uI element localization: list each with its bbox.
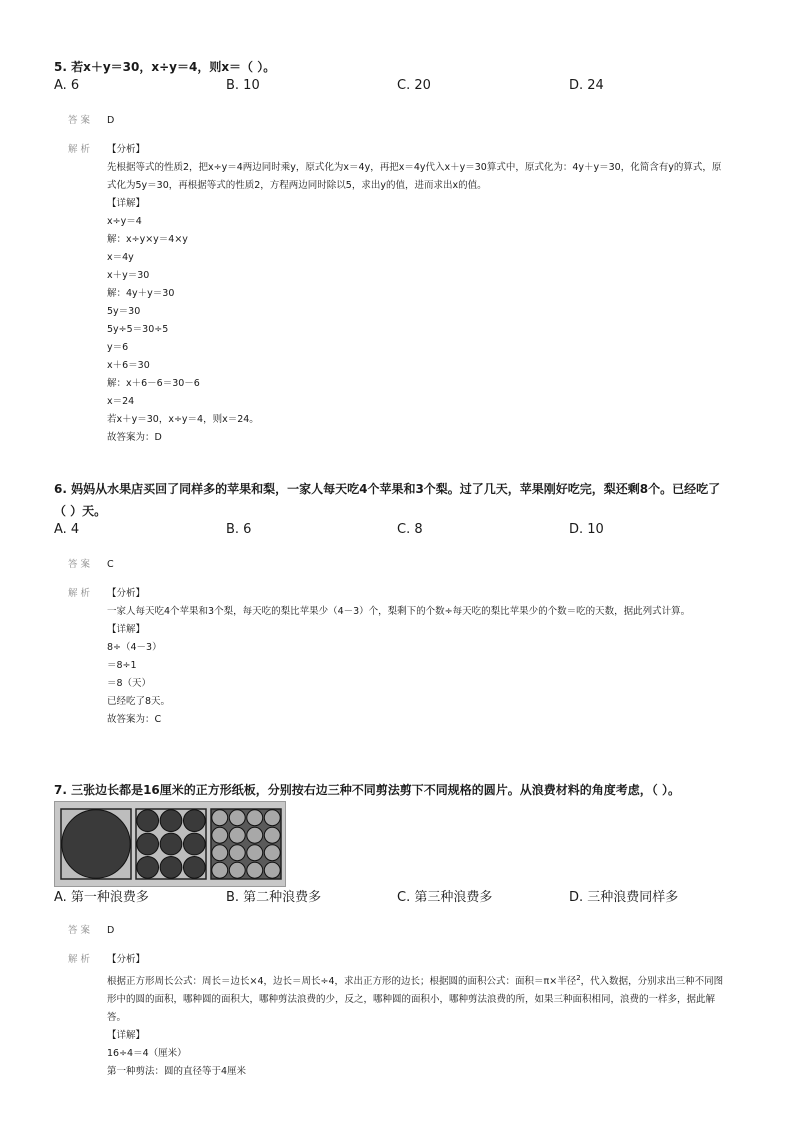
circle-piece: [183, 810, 205, 832]
circle-piece: [160, 810, 182, 832]
step: 解：4y＋y＝30: [107, 288, 175, 299]
option-b[interactable]: B. 6: [226, 522, 252, 537]
circle-piece: [183, 856, 205, 878]
question-7-options-wrap: [54, 886, 744, 906]
question-7: [54, 779, 744, 801]
question-5-options: [54, 78, 744, 98]
analysis-text-a: 根据正方形周长公式：周长＝边长×4，边长＝周长÷4，求出正方形的边长；根据圆的面积公式：面积＝π×半径: [107, 976, 577, 988]
question-6-options: [54, 522, 744, 542]
option-b[interactable]: B. 10: [226, 78, 260, 93]
step: x＝24: [107, 396, 135, 407]
answer-value: C: [107, 559, 114, 570]
circle-piece: [229, 810, 245, 826]
analysis-text: [107, 969, 728, 1027]
option-c[interactable]: C. 第三种浪费多: [397, 890, 493, 905]
circle-piece: [264, 845, 280, 861]
circle-piece: [247, 827, 263, 843]
answer-value: D: [107, 925, 115, 936]
circle-piece: [212, 810, 228, 826]
analysis-heading: 【分析】: [107, 144, 146, 155]
square-superscript: 2: [576, 974, 581, 982]
cutting-figure: [54, 801, 286, 887]
step: 5y＝30: [107, 306, 141, 317]
step: x÷y＝4: [107, 216, 142, 227]
circle-piece: [264, 827, 280, 843]
analysis-heading: 【分析】: [107, 954, 146, 965]
circle-piece: [62, 810, 130, 878]
step: ＝8（天）: [107, 678, 152, 689]
step: ＝8÷1: [107, 660, 137, 671]
option-a[interactable]: A. 第一种浪费多: [54, 890, 149, 905]
answer-value: D: [107, 115, 115, 126]
step: x＋6＝30: [107, 360, 150, 371]
detail-heading: 【详解】: [107, 198, 146, 209]
circle-piece: [247, 862, 263, 878]
question-6: [54, 478, 744, 542]
circle-piece: [264, 810, 280, 826]
step: 8÷（4－3）: [107, 642, 162, 653]
step: 解：x＋6－6＝30－6: [107, 378, 200, 389]
detail-heading: 【详解】: [107, 1030, 146, 1042]
analysis-heading: 【分析】: [107, 588, 146, 599]
step: 解：x÷y×y＝4×y: [107, 234, 188, 245]
answer-label: 答案: [68, 559, 94, 570]
question-5-stem: 5. 若x＋y＝30，x÷y＝4，则x＝（ ）。: [54, 60, 276, 74]
step: y＝6: [107, 342, 129, 353]
option-b[interactable]: B. 第二种浪费多: [226, 890, 322, 905]
question-6-stem-line2: （ ）天。: [54, 504, 107, 518]
cutting-figure-svg: [55, 802, 285, 886]
option-d[interactable]: D. 10: [569, 522, 604, 537]
analysis-text-b: ，代入数据，分别求出三种不同图形中的圆的面积，哪种圆的面积大，哪种剪法浪费的少，反之，哪种圆的面积小，哪种剪法浪费的所，如果三种面积相同，浪费的一样多，据此解答。: [107, 976, 724, 1024]
option-a[interactable]: A. 6: [54, 78, 80, 93]
question-6-stem-line1: 6. 妈妈从水果店买回了同样多的苹果和梨，一家人每天吃4个苹果和3个梨。过了几天，苹果刚好吃完，梨还剩8个。已经吃了: [54, 482, 721, 496]
option-c[interactable]: C. 8: [397, 522, 423, 537]
analysis-label: 解析: [68, 954, 94, 965]
detail-heading: 【详解】: [107, 624, 146, 635]
circle-piece: [247, 845, 263, 861]
circle-piece: [229, 827, 245, 843]
step: 16÷4＝4（厘米）: [107, 1048, 187, 1060]
step: x＝4y: [107, 252, 134, 263]
analysis-text: 先根据等式的性质2，把x÷y＝4两边同时乘y，原式化为x＝4y，再把x＝4y代入x＋y＝30算式中，原式化为：4y＋y＝30，化简含有y的算式，原式化为5y＝30，再根据等式的性质2，方程两边同时除以5，求出y的值，进而求出x的值。: [107, 162, 722, 191]
analysis-label: 解析: [68, 588, 94, 599]
circle-piece: [264, 862, 280, 878]
step: 故答案为：D: [107, 432, 162, 443]
circle-piece: [137, 810, 159, 832]
circle-piece: [160, 856, 182, 878]
circle-piece: [229, 862, 245, 878]
option-d[interactable]: D. 三种浪费同样多: [569, 890, 679, 905]
circle-piece: [137, 833, 159, 855]
step: x＋y＝30: [107, 270, 150, 281]
circle-piece: [212, 827, 228, 843]
analysis-label: 解析: [68, 144, 94, 155]
question-7-options: [54, 886, 744, 906]
solution-7: [68, 922, 728, 1081]
circle-piece: [229, 845, 245, 861]
question-7-stem: 7. 三张边长都是16厘米的正方形纸板，分别按右边三种不同剪法剪下不同规格的圆片。从浪费材料的角度考虑，（ ）。: [54, 783, 680, 797]
circle-piece: [212, 862, 228, 878]
step: 第一种剪法：圆的直径等于4厘米: [107, 1066, 247, 1078]
step: 已经吃了8天。: [107, 696, 171, 707]
circle-piece: [183, 833, 205, 855]
step: 故答案为：C: [107, 714, 162, 725]
answer-label: 答案: [68, 925, 94, 936]
analysis-text: 一家人每天吃4个苹果和3个梨，每天吃的梨比苹果少（4－3）个，梨剩下的个数÷每天吃的梨比苹果少的个数＝吃的天数，据此列式计算。: [107, 606, 691, 617]
option-c[interactable]: C. 20: [397, 78, 431, 93]
option-d[interactable]: D. 24: [569, 78, 604, 93]
answer-label: 答案: [68, 115, 94, 126]
step: 5y÷5＝30÷5: [107, 324, 169, 335]
solution-5: [68, 112, 728, 447]
circle-piece: [247, 810, 263, 826]
circle-piece: [160, 833, 182, 855]
solution-6: [68, 556, 728, 729]
step: 若x＋y＝30，x÷y＝4，则x＝24。: [107, 414, 259, 425]
circle-piece: [137, 856, 159, 878]
circle-piece: [212, 845, 228, 861]
option-a[interactable]: A. 4: [54, 522, 80, 537]
question-5: [54, 56, 744, 98]
